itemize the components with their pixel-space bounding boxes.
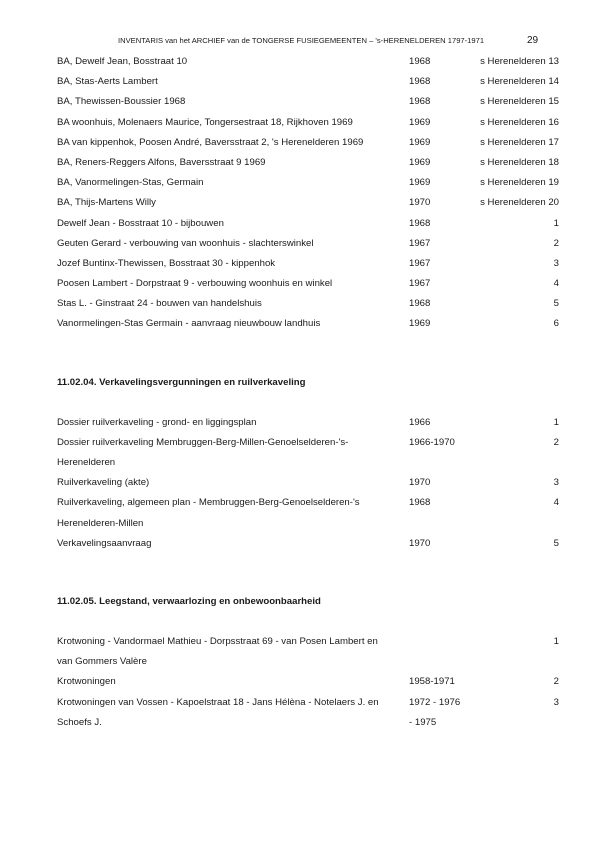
row-year: 1958-1971 (409, 676, 455, 688)
table-row (0, 254, 595, 274)
row-year: 1967 (409, 257, 431, 269)
row-reference: 5 (553, 298, 559, 310)
table-row (0, 493, 595, 513)
table-row (0, 433, 595, 453)
row-reference: 1 (553, 635, 559, 647)
row-reference: s Herenelderen 18 (480, 156, 559, 168)
row-year: 1966-1970 (409, 436, 455, 448)
row-description-continued: Herenelderen-Millen (57, 517, 144, 529)
table-row (0, 92, 595, 112)
header-title: INVENTARIS van het ARCHIEF van de TONGERSE FUSIEGEMEENTEN – 's-HERENELDEREN 1797-1971 (118, 36, 485, 45)
row-year: 1969 (409, 116, 431, 128)
table-row-continuation (0, 652, 595, 672)
table-row (0, 413, 595, 433)
row-year: 1969 (409, 156, 431, 168)
row-description-continued: Schoefs J. (57, 716, 102, 728)
row-year: 1966 (409, 416, 431, 428)
row-description: Stas L. - Ginstraat 24 - bouwen van handelshuis (57, 298, 262, 310)
row-reference: 3 (553, 477, 559, 489)
row-reference: 3 (553, 696, 559, 708)
row-description: Geuten Gerard - verbouwing van woonhuis - slachterswinkel (57, 237, 314, 249)
table-row (0, 133, 595, 153)
row-reference: 2 (553, 676, 559, 688)
table-row (0, 193, 595, 213)
table-row (0, 294, 595, 314)
row-description: Ruilverkaveling (akte) (57, 477, 150, 489)
row-reference: 1 (553, 217, 559, 229)
row-reference: 4 (553, 497, 559, 509)
row-description: Poosen Lambert - Dorpstraat 9 - verbouwing woonhuis en winkel (57, 278, 333, 290)
section-heading: 11.02.05. Leegstand, verwaarlozing en onbewoonbaarheid (57, 595, 321, 607)
row-year: 1968 (409, 497, 431, 509)
row-description: Krotwoningen (57, 676, 116, 688)
table-row (0, 72, 595, 92)
table-row (0, 214, 595, 234)
row-description: Krotwoning - Vandormael Mathieu - Dorpsstraat 69 - van Posen Lambert en (57, 635, 378, 647)
table-row (0, 314, 595, 334)
row-reference: s Herenelderen 13 (480, 56, 559, 67)
row-description-continued: van Gommers Valère (57, 656, 147, 668)
row-description: Dewelf Jean - Bosstraat 10 - bijbouwen (57, 217, 224, 229)
table-row (0, 173, 595, 193)
row-year: 1969 (409, 136, 431, 148)
row-reference: 2 (553, 436, 559, 448)
row-description: Dossier ruilverkaveling - grond- en liggingsplan (57, 416, 257, 428)
section-heading: 11.02.04. Verkavelingsvergunningen en ruilverkaveling (57, 376, 306, 388)
table-row (0, 693, 595, 713)
table-row (0, 113, 595, 133)
row-year: 1967 (409, 278, 431, 290)
row-description: BA, Stas-Aerts Lambert (57, 76, 158, 88)
table-row-continuation (0, 514, 595, 534)
table-row (0, 274, 595, 294)
table-row (0, 52, 595, 72)
row-description: BA, Dewelf Jean, Bosstraat 10 (57, 56, 188, 67)
row-reference: 3 (553, 257, 559, 269)
row-year: 1968 (409, 217, 431, 229)
row-year-continued: - 1975 (409, 716, 437, 728)
table-row (0, 632, 595, 652)
row-reference: 4 (553, 278, 559, 290)
row-description: Jozef Buntinx-Thewissen, Bosstraat 30 - kippenhok (57, 257, 276, 269)
table-row (0, 672, 595, 692)
table-row (0, 534, 595, 554)
row-reference: 2 (553, 237, 559, 249)
row-year: 1969 (409, 318, 431, 330)
row-description: Vanormelingen-Stas Germain - aanvraag nieuwbouw landhuis (57, 318, 321, 330)
table-row (0, 473, 595, 493)
inventory-content (0, 52, 595, 733)
row-description: BA, Vanormelingen-Stas, Germain (57, 177, 204, 189)
row-year: 1968 (409, 298, 431, 310)
row-year: 1972 - 1976 (409, 696, 461, 708)
row-reference: s Herenelderen 19 (480, 177, 559, 189)
row-description: Krotwoningen van Vossen - Kapoelstraat 18 - Jans Hélèna - Notelaers J. en (57, 696, 379, 708)
table-row-continuation (0, 713, 595, 733)
row-description: Dossier ruilverkaveling Membruggen-Berg-Millen-Genoelselderen-'s- (57, 436, 349, 448)
table-row-continuation (0, 453, 595, 473)
row-year: 1968 (409, 76, 431, 88)
row-year: 1970 (409, 537, 431, 549)
row-reference: 1 (553, 416, 559, 428)
row-reference: 5 (553, 537, 559, 549)
table-row (0, 234, 595, 254)
row-year: 1968 (409, 56, 431, 67)
row-reference: s Herenelderen 17 (480, 136, 559, 148)
row-reference: s Herenelderen 20 (480, 197, 559, 209)
row-reference: s Herenelderen 16 (480, 116, 559, 128)
row-reference: s Herenelderen 14 (480, 76, 559, 88)
row-year: 1969 (409, 177, 431, 189)
row-description: BA van kippenhok, Poosen André, Baversstraat 2, 's Herenelderen 1969 (57, 136, 364, 148)
row-reference: 6 (553, 318, 559, 330)
row-year: 1968 (409, 96, 431, 108)
row-reference: s Herenelderen 15 (480, 96, 559, 108)
row-description-continued: Herenelderen (57, 457, 116, 468)
page-header (0, 35, 595, 49)
row-description: BA, Reners-Reggers Alfons, Baversstraat 9 1969 (57, 156, 266, 168)
page-number: 29 (527, 35, 539, 46)
row-description: BA, Thewissen-Boussier 1968 (57, 96, 186, 108)
row-description: BA, Thijs-Martens Willy (57, 197, 156, 209)
row-year: 1970 (409, 477, 431, 489)
row-description: BA woonhuis, Molenaers Maurice, Tongersestraat 18, Rijkhoven 1969 (57, 116, 353, 128)
row-description: Verkavelingsaanvraag (57, 537, 152, 549)
row-description: Ruilverkaveling, algemeen plan - Membruggen-Berg-Genoelselderen-'s (57, 497, 360, 509)
row-year: 1967 (409, 237, 431, 249)
row-year: 1970 (409, 197, 431, 209)
table-row (0, 153, 595, 173)
